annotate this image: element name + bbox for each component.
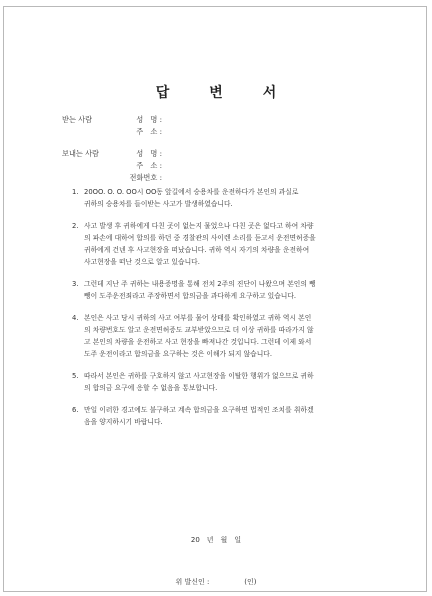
statement-line: 뺑이 도주운전죄라고 주장하면서 합의금을 과다하게 요구하고 있습니다. [84, 292, 297, 300]
statement-line: 그런데 지난 주 귀하는 내용증명을 통해 전치 2주의 진단이 나왔으며 본인의 뺑 [84, 280, 316, 288]
sender-heading: 보내는 사람 [62, 149, 100, 158]
statement-line: 고 본인의 차량을 운전하고 사고 현장을 빠져나간 것입니다. 그런데 이제 와서 [84, 338, 312, 346]
statement-item-6 [72, 404, 362, 428]
date-line: 20 년 월 일 [190, 536, 242, 544]
statement-line: 20OO. O. O. OO시 OO동 앞길에서 승용차를 운전하다가 본인의 과실로 [84, 188, 299, 196]
recipient-heading: 받는 사람 [62, 115, 93, 124]
statement-list [72, 186, 362, 438]
signature-line: 위 발신인 : (인) [175, 578, 257, 586]
statement-item-5 [72, 370, 362, 394]
statement-line: 본인은 사고 당시 귀하의 사고 여부를 물어 상태를 확인하였고 귀하 역시 본인 [84, 314, 312, 322]
recipient-address-label: 주 소 : [136, 127, 162, 136]
title-char-2: 변 [209, 85, 223, 101]
statement-line: 의 파손에 대하여 합의를 하던 중 경찰관의 사이렌 소리를 듣고서 운전면허증을 [84, 234, 316, 242]
statement-line: 의 차량번호도 알고 운전면허증도 교부받았으므로 더 이상 귀하를 따라가지 않 [84, 326, 314, 334]
statement-line: 사고현장을 떠난 것으로 알고 있습니다. [84, 258, 200, 266]
statement-line: 귀하에게 건넨 후 사고현장을 떠났습니다. 귀하 역시 자기의 차량을 운전하여 [84, 246, 310, 254]
title-char-1: 답 [155, 85, 170, 101]
statement-number: 4. [72, 314, 79, 322]
statement-number: 5. [72, 372, 79, 380]
recipient-name-label: 성 명 : [136, 115, 162, 124]
statement-line: 사고 발생 후 귀하에게 다친 곳이 없는지 물었으나 다친 곳은 없다고 하여 차량 [84, 222, 314, 230]
statement-line: 따라서 본인은 귀하를 구호하지 않고 사고현장을 이탈한 행위가 없으므로 귀하 [84, 372, 314, 380]
recipient-block [62, 114, 165, 138]
statement-line: 만일 이러한 경고에도 불구하고 계속 합의금을 요구하면 법적인 조치를 취하겠 [84, 406, 314, 414]
sender-phone-label: 전화번호 : [129, 173, 162, 182]
statement-number: 3. [72, 280, 79, 288]
sender-block [62, 148, 165, 184]
sender-name-label: 성 명 : [136, 149, 162, 158]
statement-item-3 [72, 278, 362, 302]
document-title [4, 82, 428, 102]
sender-address-label: 주 소 : [136, 161, 162, 170]
document-page [3, 6, 427, 592]
statement-line: 도주 운전이라고 합의금을 요구하는 것은 이해가 되지 않습니다. [84, 350, 272, 358]
statement-number: 6. [72, 406, 79, 414]
statement-line: 음을 양지하시기 바랍니다. [84, 418, 163, 426]
statement-number: 1. [72, 188, 79, 196]
statement-line: 귀하의 승용차를 들이받는 사고가 발생하였습니다. [84, 200, 233, 208]
statement-item-4 [72, 312, 362, 360]
title-char-3: 서 [262, 85, 277, 101]
statement-item-1 [72, 186, 362, 210]
statement-number: 2. [72, 222, 79, 230]
statement-item-2 [72, 220, 362, 268]
statement-line: 의 합의금 요구에 응할 수 없음을 통보합니다. [84, 384, 218, 392]
